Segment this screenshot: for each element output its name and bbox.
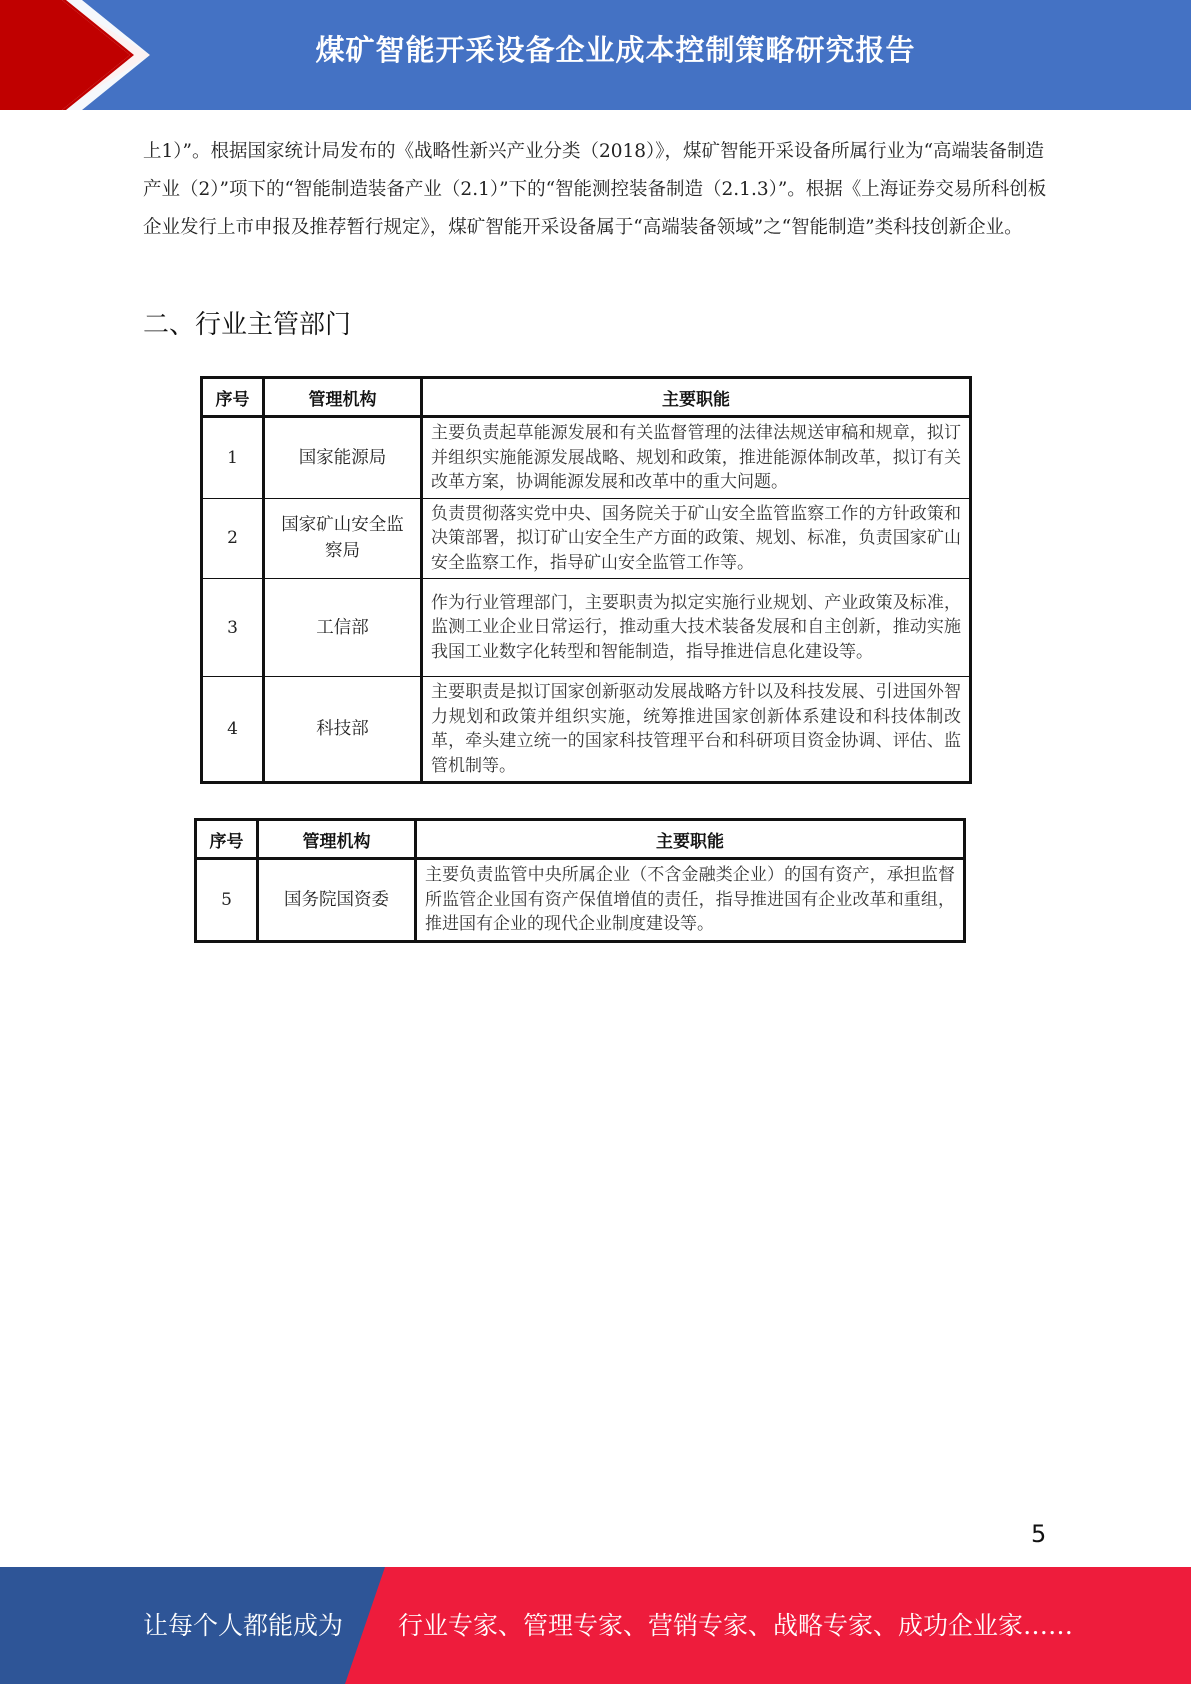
footer-slogan-left: 让每个人都能成为 [143,1611,344,1640]
row-org: 国家矿山安全监察局 [264,498,422,579]
report-title: 煤矿智能开采设备企业成本控制策略研究报告 [315,33,916,67]
row-num: 1 [202,417,264,499]
row-org: 国务院国资委 [258,859,416,942]
row-duty: 主要负责监管中央所属企业（不含金融类企业）的国有资产，承担监督所监管企业国有资产保值增值的责任，指导推进国有企业改革和重组，推进国有企业的现代企业制度建设等。 [416,859,965,942]
table-row [202,417,971,499]
row-duty: 主要职责是拟订国家创新驱动发展战略方针以及科技发展、引进国外智力规划和政策并组织实施，统筹推进国家创新体系建设和科技体制改革，牵头建立统一的国家科技管理平台和科研项目资金协调、评估、监管机制等。 [422,677,971,783]
header-org: 管理机构 [264,378,422,417]
row-num: 3 [202,579,264,677]
table-row [202,579,971,677]
regulator-table-2 [194,818,966,943]
page-header [0,0,1191,110]
page-number: 5 [1031,1520,1047,1548]
row-duty: 主要负责起草能源发展和有关监督管理的法律法规送审稿和规章，拟订并组织实施能源发展战略、规划和政策，推进能源体制改革，拟订有关改革方案，协调能源发展和改革中的重大问题。 [422,417,971,499]
section-heading: 二、行业主管部门 [143,310,352,340]
row-org: 国家能源局 [264,417,422,499]
header-num: 序号 [196,820,258,859]
table-header-row [202,378,971,417]
header-duty: 主要职能 [416,820,965,859]
row-num: 5 [196,859,258,942]
header-org: 管理机构 [258,820,416,859]
regulator-table-1 [200,376,972,784]
row-org: 工信部 [264,579,422,677]
header-num: 序号 [202,378,264,417]
table-row [202,677,971,783]
row-num: 2 [202,498,264,579]
row-duty: 负责贯彻落实党中央、国务院关于矿山安全监管监察工作的方针政策和决策部署，拟订矿山安全生产方面的政策、规划、标准，负责国家矿山安全监察工作，指导矿山安全监管工作等。 [422,498,971,579]
footer-slogan-right: 行业专家、管理专家、营销专家、战略专家、成功企业家…… [398,1611,1074,1640]
header-duty: 主要职能 [422,378,971,417]
table-row [196,859,965,942]
table-row [202,498,971,579]
table-header-row [196,820,965,859]
page-footer [0,1567,1191,1684]
row-num: 4 [202,677,264,783]
row-duty: 作为行业管理部门，主要职责为拟定实施行业规划、产业政策及标准，监测工业企业日常运行，推动重大技术装备发展和自主创新，推动实施我国工业数字化转型和智能制造，指导推进信息化建设等。 [422,579,971,677]
intro-paragraph: 上1）”。根据国家统计局发布的《战略性新兴产业分类（2018）》，煤矿智能开采设备所属行业为“高端装备制造产业（2）”项下的“智能制造装备产业（2.1）”下的“智能测控装备制造（2.1.3）”。根据《上海证券交易所科创板企业发行上市申报及推荐暂行规定》，煤矿智能开采设备属于“高端装备领域”之“智能制造”类科技创新企业。 [143,141,1047,238]
row-org: 科技部 [264,677,422,783]
